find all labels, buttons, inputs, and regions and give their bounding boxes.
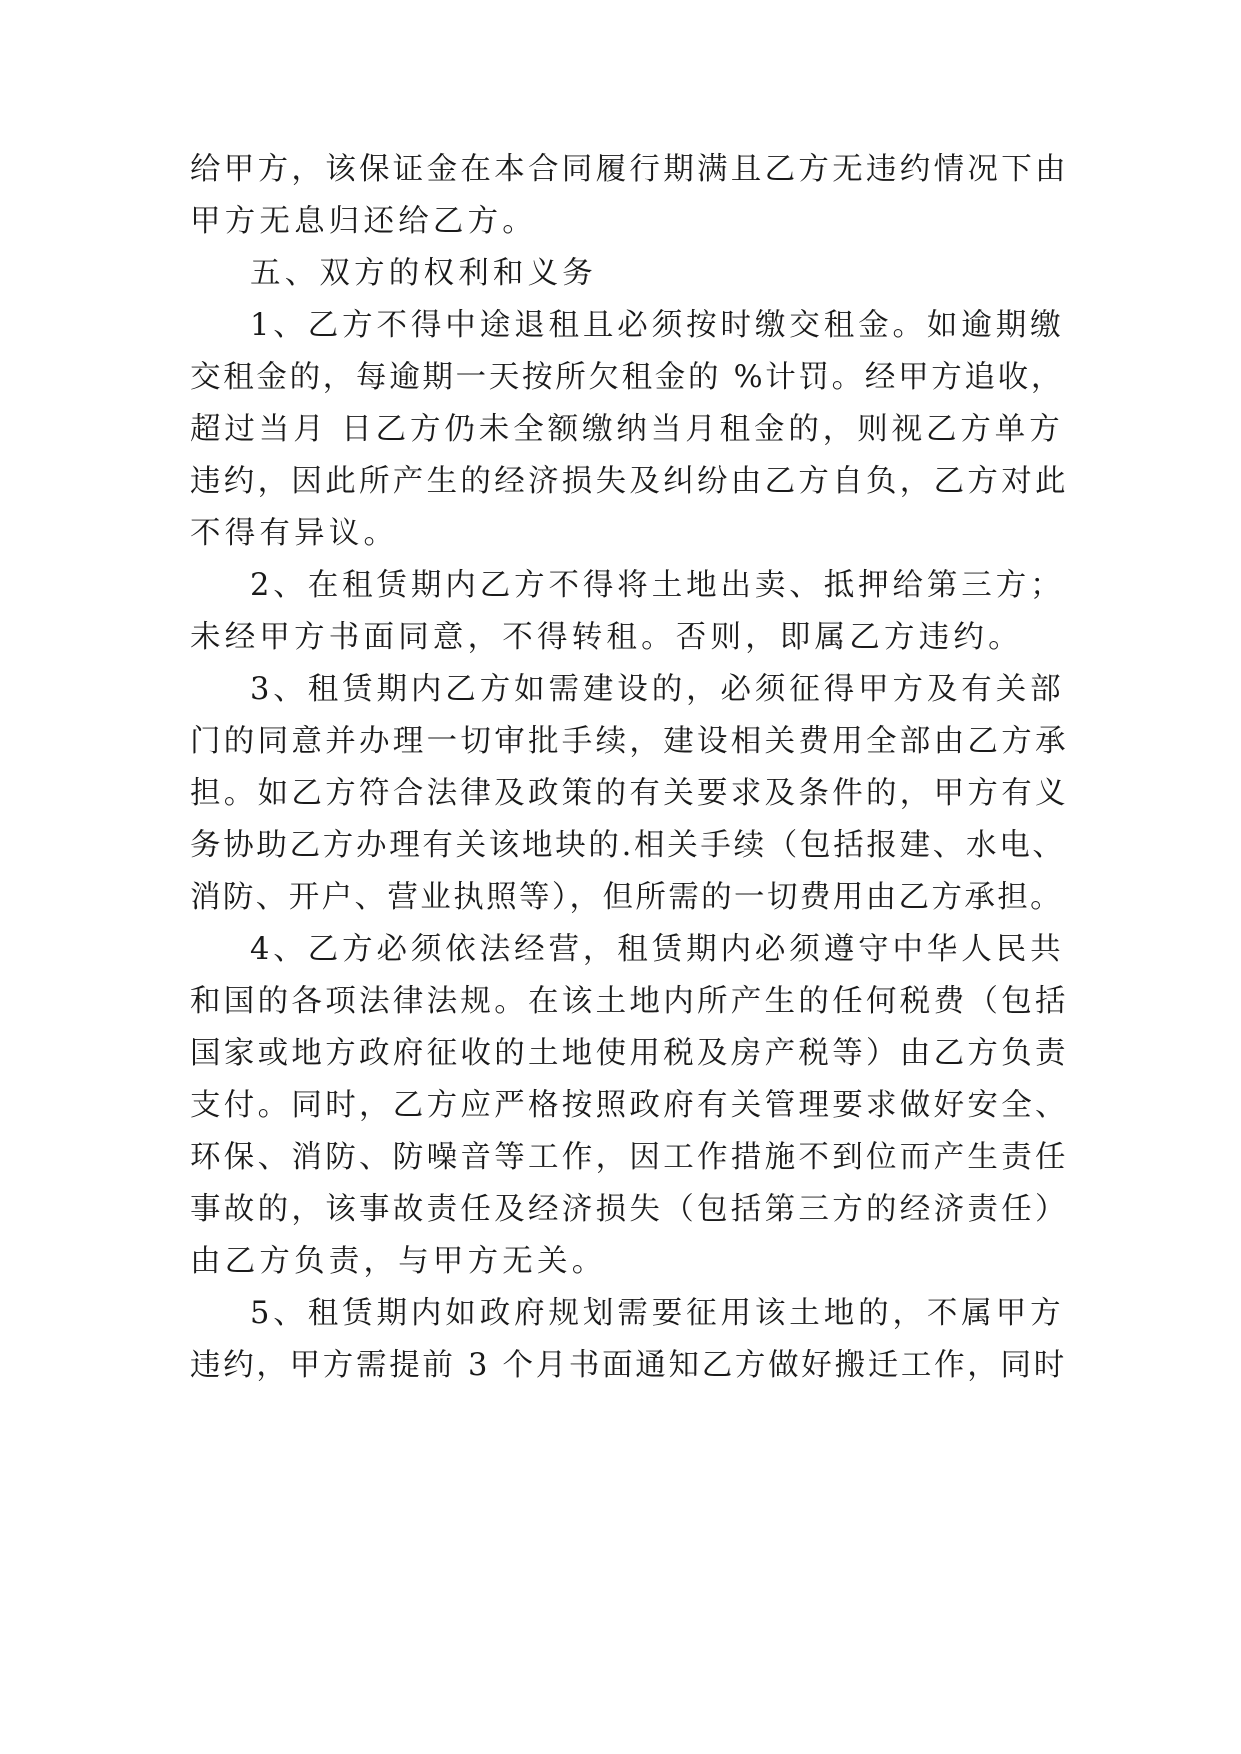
clause-4-line-2: 和国的各项法律法规。在该土地内所产生的任何税费（包括 bbox=[190, 984, 1069, 1019]
clause-3-line-1: 3、租赁期内乙方如需建设的，必须征得甲方及有关部 bbox=[250, 672, 1065, 707]
clause-4-line-1: 4、乙方必须依法经营，租赁期内必须遵守中华人民共 bbox=[250, 932, 1065, 967]
clause-1-line-3: 超过当月 日乙方仍未全额缴纳当月租金的，则视乙方单方 bbox=[190, 412, 1064, 447]
clause-1-line-2: 交租金的，每逾期一天按所欠租金的 %计罚。经甲方追收， bbox=[190, 360, 1065, 395]
clause-1-line-1: 1、乙方不得中途退租且必须按时缴交租金。如逾期缴 bbox=[250, 308, 1065, 343]
clause-4-line-5: 环保、消防、防噪音等工作，因工作措施不到位而产生责任 bbox=[190, 1140, 1069, 1175]
clause-1-line-4: 违约，因此所产生的经济损失及纠纷由乙方自负，乙方对此 bbox=[190, 464, 1069, 499]
section-heading-rights-obligations: 五、双方的权利和义务 bbox=[250, 256, 597, 291]
clause-1-line-5: 不得有异议。 bbox=[190, 516, 399, 551]
clause-4-line-7: 由乙方负责，与甲方无关。 bbox=[190, 1244, 607, 1279]
clause-3-line-5: 消防、开户、营业执照等），但所需的一切费用由乙方承担。 bbox=[190, 880, 1064, 915]
clause-2-line-1: 2、在租赁期内乙方不得将土地出卖、抵押给第三方； bbox=[250, 568, 1065, 603]
clause-4-line-6: 事故的，该事故责任及经济损失（包括第三方的经济责任） bbox=[190, 1192, 1069, 1227]
clause-3-line-4: 务协助乙方办理有关该地块的.相关手续（包括报建、水电、 bbox=[190, 828, 1066, 863]
clause-5-line-1: 5、租赁期内如政府规划需要征用该土地的，不属甲方 bbox=[250, 1296, 1065, 1331]
clause-2-line-2: 未经甲方书面同意，不得转租。否则，即属乙方违约。 bbox=[190, 620, 1023, 655]
clause-5-line-2: 违约，甲方需提前 3 个月书面通知乙方做好搬迁工作，同时 bbox=[190, 1348, 1067, 1383]
clause-3-line-3: 担。如乙方符合法律及政策的有关要求及条件的，甲方有义 bbox=[190, 776, 1069, 811]
clause-4-line-4: 支付。同时，乙方应严格按照政府有关管理要求做好安全、 bbox=[190, 1088, 1069, 1123]
text-line-2: 甲方无息归还给乙方。 bbox=[190, 204, 537, 239]
text-line-1: 给甲方，该保证金在本合同履行期满且乙方无违约情况下由 bbox=[190, 152, 1069, 187]
clause-3-line-2: 门的同意并办理一切审批手续，建设相关费用全部由乙方承 bbox=[190, 724, 1069, 759]
clause-4-line-3: 国家或地方政府征收的土地使用税及房产税等）由乙方负责 bbox=[190, 1036, 1069, 1071]
